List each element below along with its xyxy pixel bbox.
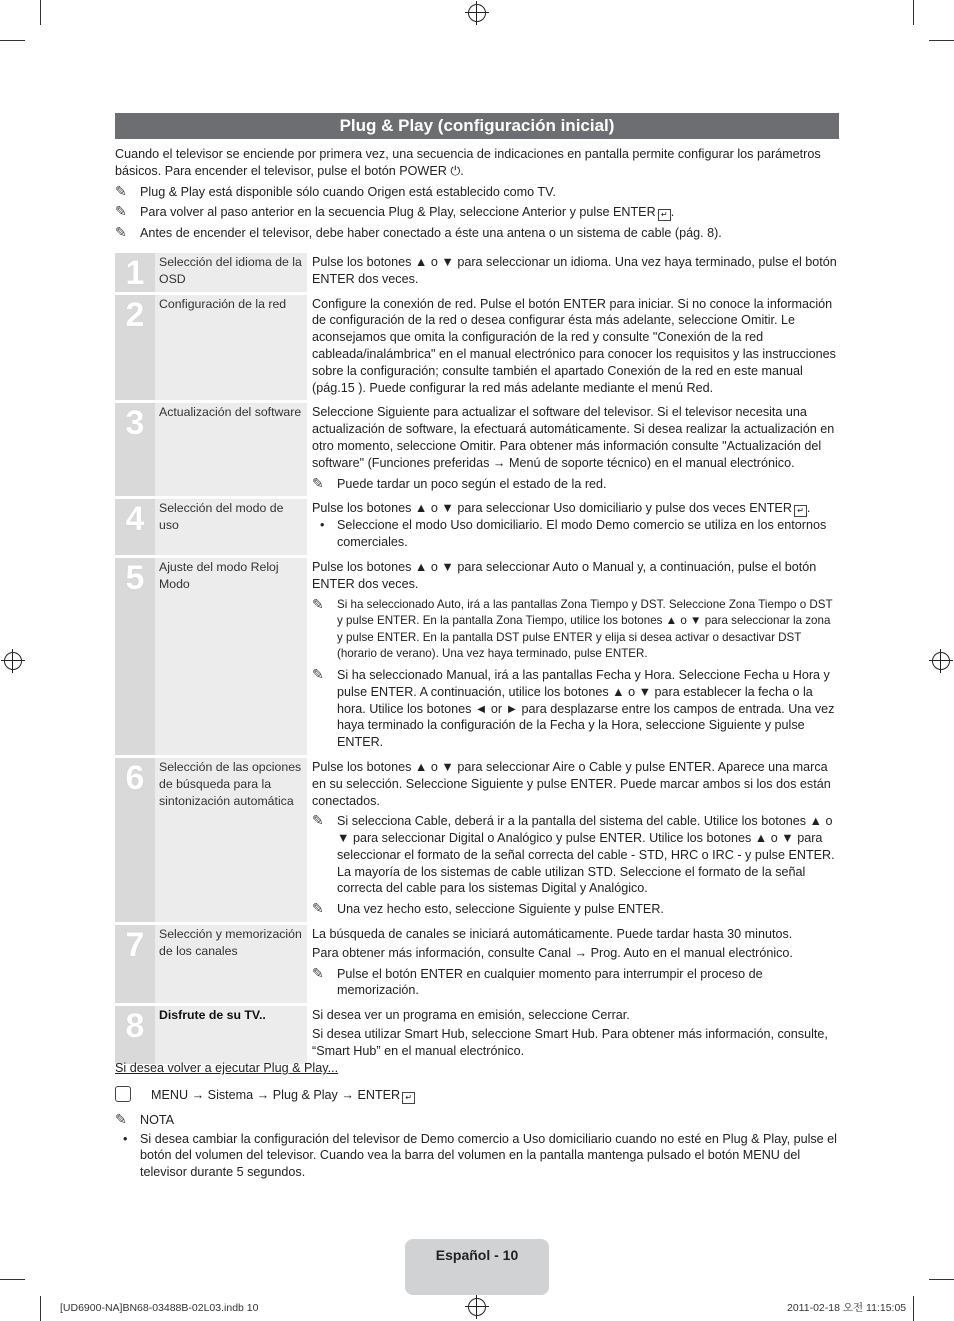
step-desc: La búsqueda de canales se iniciará automáticamente. Puede tardar hasta 30 minutos. Para obtener más información, consulte Canal → Prog. Auto en el manual electrónico. ✎ Pulse el botón ENTER en cualquier momento para interrumpir el proceso de memorización. <box>307 925 839 1003</box>
pencil-note-icon: ✎ <box>312 813 324 830</box>
registration-mark-top <box>468 4 486 22</box>
step-number: 3 <box>115 403 155 496</box>
step-desc: Pulse los botones ▲ o ▼ para seleccionar Auto o Manual y, a continuación, pulse el botón ENTER dos veces. ✎ Si ha seleccionado Auto, irá a las pantallas Zona Tiempo y DST. Seleccione Zona Tiempo o DST y pulse ENTER. En la pantalla Zona Tiempo, utilice los botones ▲ o ▼ para seleccionar la zona y pulse ENTER. En la pantalla DST pulse ENTER y elija si desea activar o desactivar DST (horario de verano). Una vez haya terminado, pulse ENTER. ✎ Si ha seleccionado Manual, irá a las pantallas Fecha y Hora. Seleccione Fecha u Hora y pulse ENTER. A continuación, utilice los botones ▲ o ▼ para establecer la fecha o la hora. Utilice los botones ◄ or ► para desplazarse entre los campos de entrada. Una vez haya terminado la configuración de la Fecha y la Hora, seleccione Siguiente y pulse ENTER. <box>307 558 839 755</box>
nota-heading: ✎ NOTA <box>115 1111 175 1128</box>
steps-table <box>115 253 839 1067</box>
registration-mark-bottom <box>468 1298 486 1316</box>
enter-icon: ↵ <box>794 505 807 517</box>
step-label: Configuración de la red <box>155 295 307 401</box>
step-number: 6 <box>115 758 155 922</box>
step-row <box>115 499 839 555</box>
intro-note-3: ✎ Antes de encender el televisor, debe haber conectado a éste una antena o un sistema de cable (pág. 8). <box>115 225 722 242</box>
pencil-note-icon: ✎ <box>312 901 324 918</box>
step-note: ✎ Pulse el botón ENTER en cualquier momento para interrumpir el proceso de memorización. <box>312 965 763 998</box>
pencil-note-icon: ✎ <box>312 475 324 492</box>
step-note: ✎ Puede tardar un poco según el estado de la red. <box>312 475 607 492</box>
menu-icon <box>115 1086 131 1102</box>
intro <box>115 146 839 242</box>
menu-path-row: MENU → Sistema → Plug & Play → ENTER ↵ <box>115 1086 839 1104</box>
step-number: 8 <box>115 1006 155 1063</box>
step-number: 1 <box>115 253 155 292</box>
step-note: ✎ Si ha seleccionado Manual, irá a las pantallas Fecha y Hora. Seleccione Fecha u Hora y pulse ENTER. A continuación, utilice los botones ▲ o ▼ para establecer la fecha o la hora. Utilice los botones ◄ or ► para desplazarse entre los campos de entrada. Una vez haya terminado la configuración de la Fecha y la Hora, seleccione Siguiente y pulse ENTER. <box>312 666 835 750</box>
step-number: 4 <box>115 499 155 555</box>
step-label: Selección del modo de uso <box>155 499 307 555</box>
registration-mark-left <box>4 652 22 670</box>
step-note: ✎ Si ha seleccionado Auto, irá a las pantallas Zona Tiempo y DST. Seleccione Zona Tiempo o DST y pulse ENTER. En la pantalla Zona Tiempo, utilice los botones ▲ o ▼ para seleccionar la zona y pulse ENTER. En la pantalla DST pulse ENTER y elija si desea activar o desactivar DST (horario de verano). Una vez haya terminado, pulse ENTER. <box>312 596 833 661</box>
pencil-note-icon: ✎ <box>115 225 127 242</box>
step-desc: Seleccione Siguiente para actualizar el software del televisor. Si el televisor necesita una actualización de software, la efectuará automáticamente. Si desea realizar la actualización en otro momento, seleccione Omitir. Para obtener más información consulte "Actualización del software" (Funciones preferidas → Menú de soporte técnico) en el manual electrónico. ✎ Puede tardar un poco según el estado de la red. <box>307 403 839 496</box>
step-label: Selección de las opciones de búsqueda para la sintonización automática <box>155 758 307 922</box>
power-icon: ⏻ <box>450 163 461 178</box>
step-label: Selección y memorización de los canales <box>155 925 307 1003</box>
step-label: Ajuste del modo Reloj Modo <box>155 558 307 755</box>
registration-mark-right <box>932 652 950 670</box>
print-file: [UD6900-NA]BN68-03488B-02L03.indb 10 <box>60 1302 259 1314</box>
step-desc: Pulse los botones ▲ o ▼ para seleccionar Aire o Cable y pulse ENTER. Aparece una marca en su selección. Seleccione Siguiente y pulse ENTER. Puede marcar ambos si los dos están conectados. ✎ Si selecciona Cable, deberá ir a la pantalla del sistema del cable. Utilice los botones ▲ o ▼ para seleccionar Digital o Analógico y pulse ENTER. Utilice los botones ▲ o ▼ para seleccionar el formato de la señal correcta del cable - STD, HRC o IRC - y pulse ENTER. La mayoría de los sistemas de cable utilizan STD. Seleccione el formato de la señal correcta del cable para los sistemas Digital y Analógico. ✎ Una vez hecho esto, seleccione Siguiente y pulse ENTER. <box>307 758 839 922</box>
pencil-note-icon: ✎ <box>115 1111 127 1128</box>
pencil-note-icon: ✎ <box>115 204 127 221</box>
step-row <box>115 558 839 755</box>
step-label: Actualización del software <box>155 403 307 496</box>
step-number: 5 <box>115 558 155 755</box>
intro-note-1: ✎ Plug & Play está disponible sólo cuando Origen está establecido como TV. <box>115 183 556 200</box>
enter-icon: ↵ <box>402 1092 415 1104</box>
step-row <box>115 758 839 922</box>
step-bullet: • Seleccione el modo Uso domiciliario. El modo Demo comercio se utiliza en los entornos comerciales. <box>312 517 839 551</box>
step-note: ✎ Una vez hecho esto, seleccione Siguiente y pulse ENTER. <box>312 901 664 918</box>
step-desc: Pulse los botones ▲ o ▼ para seleccionar Uso domiciliario y pulse dos veces ENTER ↵ . • Seleccione el modo Uso domiciliario. El modo Demo comercio se utiliza en los entornos comerciales. <box>307 499 839 555</box>
step-desc: Configure la conexión de red. Pulse el botón ENTER para iniciar. Si no conoce la información de configuración de la red o desea configurar ésta más adelante, seleccione Omitir. Le aconsejamos que omita la configuración de la red y consulte "Conexión de la red cableada/inalámbrica" en el manual electrónico para conocer los requisitos y las instrucciones sobre la configuración; consulte también el apartado Conexión de la red en este manual (pág.15 ). Puede configurar la red más adelante mediante el menú Red. <box>312 296 836 395</box>
enter-icon: ↵ <box>658 209 671 221</box>
nota-bullet: • Si desea cambiar la configuración del televisor de Demo comercio a Uso domiciliario cuando no esté en Plug & Play, pulse el botón del volumen del televisor. Cuando vea la barra del volumen en la pantalla mantenga pulsado el botón MENU del televisor durante 5 segundos. <box>115 1131 839 1181</box>
pencil-note-icon: ✎ <box>312 965 324 982</box>
step-number: 7 <box>115 925 155 1003</box>
step-row <box>115 1006 839 1063</box>
rerun-heading: Si desea volver a ejecutar Plug & Play... <box>115 1061 339 1075</box>
after-section <box>115 1060 839 1181</box>
section-title: Plug & Play (configuración inicial) <box>115 113 839 139</box>
pencil-note-icon: ✎ <box>312 596 324 613</box>
page-number: Español - 10 <box>405 1239 549 1295</box>
step-row <box>115 403 839 496</box>
step-desc: Pulse los botones ▲ o ▼ para seleccionar un idioma. Una vez haya terminado, pulse el botón ENTER dos veces. <box>312 255 837 286</box>
intro-paragraph: Cuando el televisor se enciende por primera vez, una secuencia de indicaciones en pantalla permite configurar los parámetros básicos. Para encender el televisor, pulse el botón POWER ⏻. <box>115 147 821 178</box>
pencil-note-icon: ✎ <box>115 183 127 200</box>
step-row <box>115 253 839 292</box>
print-date: 2011-02-18 오전 11:15:05 <box>787 1302 907 1314</box>
step-label: Disfrute de su TV.. <box>155 1006 307 1063</box>
intro-note-2: ✎ Para volver al paso anterior en la secuencia Plug & Play, seleccione Anterior y pulse ENTER ↵ . <box>115 204 675 221</box>
step-label: Selección del idioma de la OSD <box>155 253 307 292</box>
step-row <box>115 295 839 401</box>
pencil-note-icon: ✎ <box>312 666 324 683</box>
step-number: 2 <box>115 295 155 401</box>
step-row <box>115 925 839 1003</box>
step-note: ✎ Si selecciona Cable, deberá ir a la pantalla del sistema del cable. Utilice los botones ▲ o ▼ para seleccionar Digital o Analógico y pulse ENTER. Utilice los botones ▲ o ▼ para seleccionar el formato de la señal correcta del cable - STD, HRC o IRC - y pulse ENTER. La mayoría de los sistemas de cable utilizan STD. Seleccione el formato de la señal correcta del cable para los sistemas Digital y Analógico. <box>312 813 835 896</box>
step-desc: Si desea ver un programa en emisión, seleccione Cerrar. Si desea utilizar Smart Hub, seleccione Smart Hub. Para obtener más información, consulte, “Smart Hub” en el manual electrónico. <box>312 1008 828 1058</box>
